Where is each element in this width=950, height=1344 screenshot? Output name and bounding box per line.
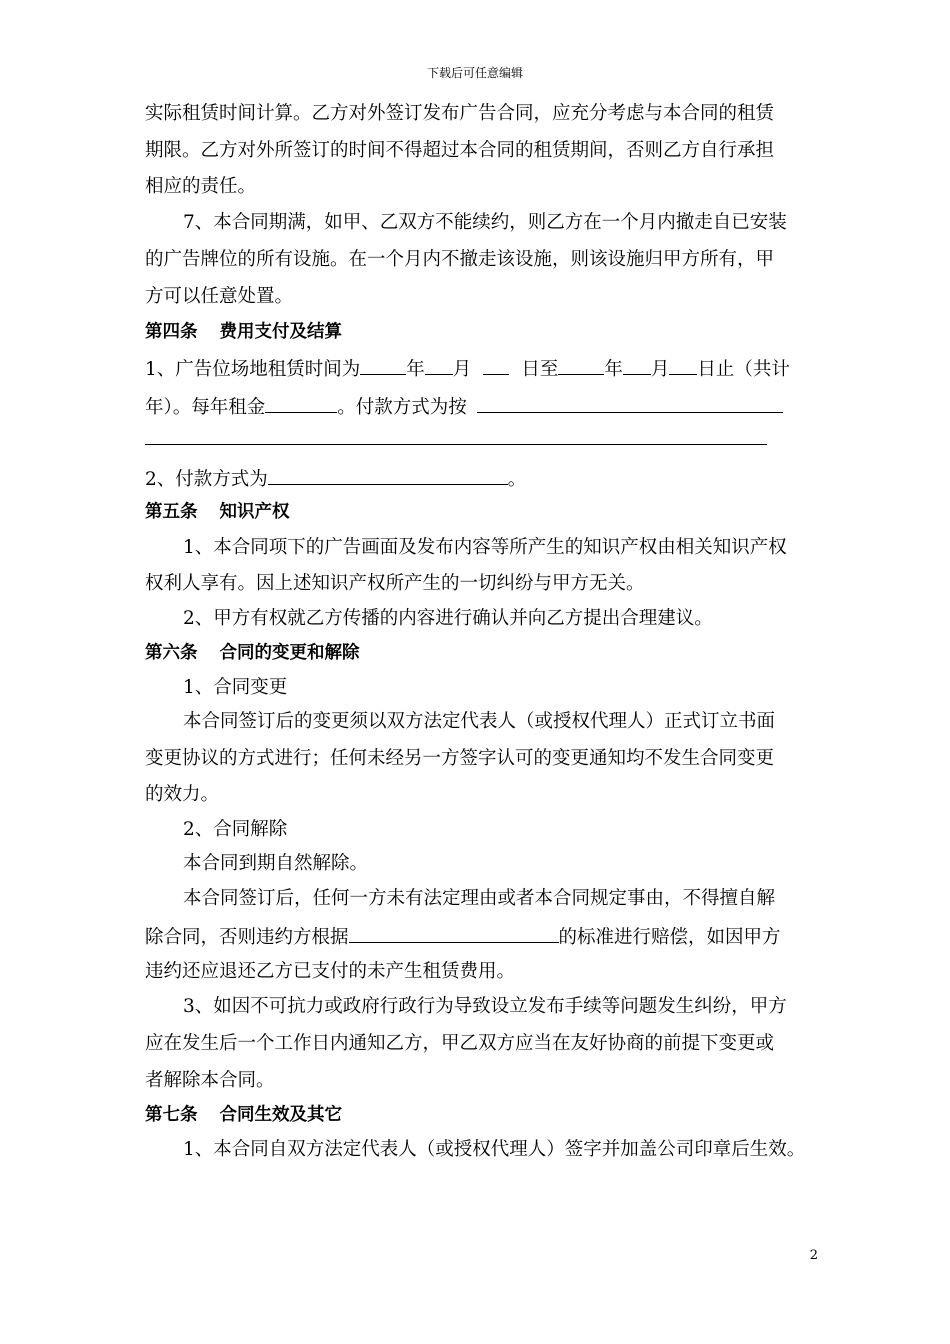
day-blank[interactable] [483,355,509,375]
body-line: 3、如因不可抗力或政府行政行为导致设立发布手续等问题发生纠纷，甲方 [183,996,787,1017]
page-header: 下载后可任意编辑 [426,66,523,80]
month-blank[interactable] [425,355,453,375]
body-line: 期限。乙方对外所签订的时间不得超过本合同的租赁期间，否则乙方自行承担 [145,140,775,161]
compensation-standard-blank[interactable] [349,923,559,943]
article-title: 合同的变更和解除 [219,643,360,663]
body-line: 本合同签订后，任何一方未有法定理由或者本合同规定事由，不得擅自解 [183,888,776,909]
body-line: 1、本合同项下的广告画面及发布内容等所产生的知识产权由相关知识产权 [183,537,787,558]
payment-method-blank[interactable] [477,393,783,413]
body-line: 本合同到期自然解除。 [183,853,369,874]
article-number: 第五条 [145,502,198,522]
page-number: 2 [809,1248,818,1263]
day-blank[interactable] [669,355,697,375]
breach-line: 除合同，否则违约方根据 的标准进行赔偿，如因甲方 [145,923,781,949]
year-blank[interactable] [558,355,604,375]
article-heading [145,640,360,666]
body-line: 的广告牌位的所有设施。在一个月内不撤走该设施，则该设施归甲方所有，甲 [145,249,775,270]
article-number: 第四条 [145,322,198,342]
lease-period-line: 1、广告位场地租赁时间为 年 月 日至 年 月 日止（共计 [145,355,790,381]
article-title: 费用支付及结算 [219,322,342,342]
article-title: 合同生效及其它 [219,1105,342,1125]
article-number: 第六条 [145,643,198,663]
article-heading [145,499,290,525]
body-line: 本合同签订后的变更须以双方法定代表人（或授权代理人）正式订立书面 [183,711,776,732]
rent-blank[interactable] [265,393,337,413]
body-line: 2、合同解除 [183,819,288,840]
payment-line: 2、付款方式为 。 [145,465,526,491]
article-heading [145,1102,342,1128]
article-title: 知识产权 [219,502,290,522]
body-line: 1、合同变更 [183,677,288,698]
body-line: 权利人享有。因上述知识产权所产生的一切纠纷与甲方无关。 [145,573,645,594]
body-line: 变更协议的方式进行；任何未经另一方签字认可的变更通知均不发生合同变更 [145,748,775,769]
body-line: 者解除本合同。 [145,1070,275,1091]
body-line: 方可以任意处置。 [145,286,294,307]
body-line: 相应的责任。 [145,176,257,197]
article-number: 第七条 [145,1105,198,1125]
body-line: 违约还应退还乙方已支付的未产生租赁费用。 [145,961,516,982]
fill-in-line[interactable] [145,444,767,445]
payment-blank[interactable] [268,465,508,485]
body-line: 7、本合同期满，如甲、乙双方不能续约，则乙方在一个月内撤走自已安装 [183,212,787,233]
body-line: 的效力。 [145,784,220,805]
body-line: 1、本合同自双方法定代表人（或授权代理人）签字并加盖公司印章后生效。 [183,1139,806,1160]
year-blank[interactable] [360,355,406,375]
body-line: 2、甲方有权就乙方传播的内容进行确认并向乙方提出合理建议。 [183,608,713,629]
article-heading [145,319,342,345]
body-line: 应在发生后一个工作日内通知乙方，甲乙双方应当在友好协商的前提下变更或 [145,1033,775,1054]
month-blank[interactable] [623,355,651,375]
rent-line: 年）。每年租金 。付款方式为按 [145,393,783,419]
body-line: 实际租赁时间计算。乙方对外签订发布广告合同，应充分考虑与本合同的租赁 [145,103,775,124]
